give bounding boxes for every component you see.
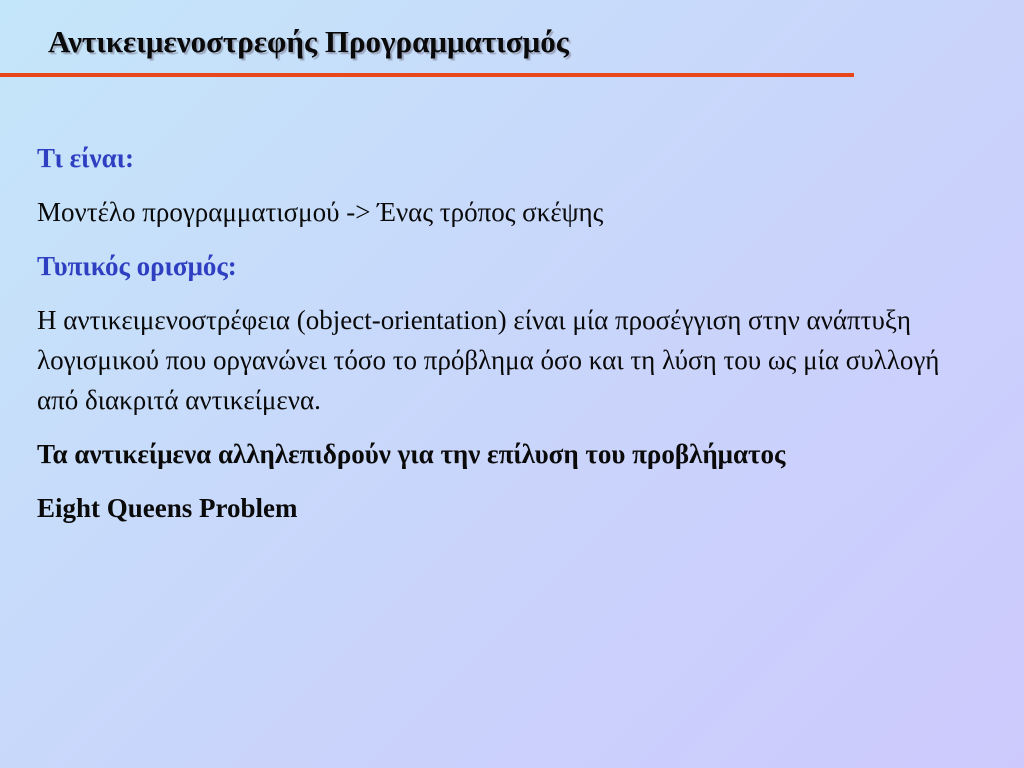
slide-title: Αντικειμενοστρεφής Προγραμματισμός [48, 24, 569, 59]
definition-text: Η αντικειμενοστρέφεια (object-orientation) είναι μία προσέγγιση στην ανάπτυξη λογισμικού που οργανώνει τόσο το πρόβλημα όσο και τη λύση του ως μία συλλογή από διακριτά αντικείμενα. [37, 305, 940, 415]
slide-content [37, 138, 967, 542]
example-text: Eight Queens Problem [37, 493, 298, 523]
definition-heading: Τυπικός ορισμός: [37, 251, 237, 281]
interaction-text: Τα αντικείμενα αλληλεπιδρούν για την επίλυση του προβλήματος [37, 439, 786, 469]
title-underline [0, 73, 854, 77]
what-is-text: Μοντέλο προγραμματισμού -> Ένας τρόπος σκέψης [37, 197, 604, 227]
what-is-heading: Τι είναι: [37, 143, 135, 173]
